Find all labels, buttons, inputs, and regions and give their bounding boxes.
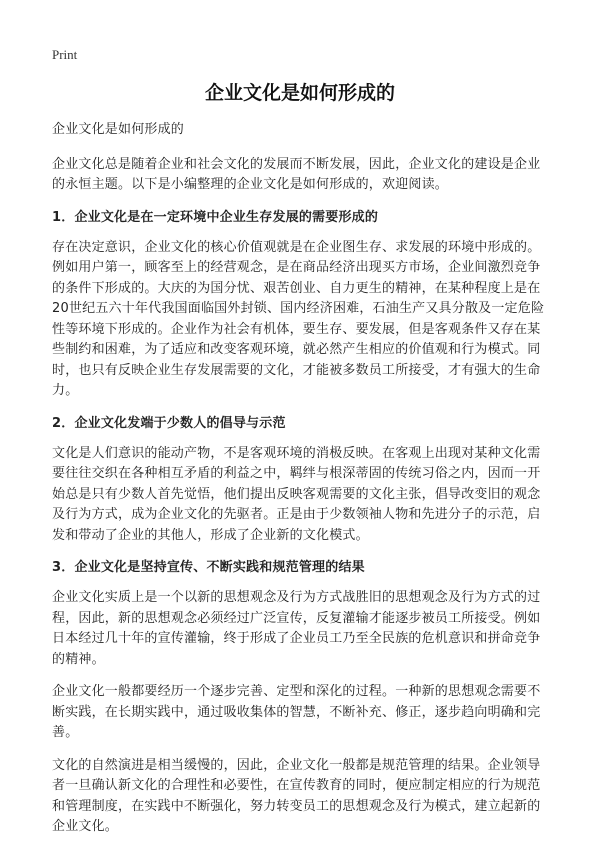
intro-paragraph: 企业文化总是随着企业和社会文化的发展而不断发展，因此，企业文化的建设是企业的永恒主题。以下是小编整理的企业文化是如何形成的，欢迎阅读。 xyxy=(52,156,541,192)
section-3-paragraph-1: 企业文化实质上是一个以新的思想观念及行为方式战胜旧的思想观念及行为方式的过程，因此，新的思想观念必须经过广泛宣传，反复灌输才能逐步被员工所接受。例如日本经过几十年的宣传灌输，终于形成了企业员工乃至全民族的危机意识和拼命竞争的精神。 xyxy=(52,590,541,667)
section-3-paragraph-2: 企业文化一般都要经历一个逐步完善、定型和深化的过程。一种新的思想观念需要不断实践，在长期实践中，通过吸收集体的智慧，不断补充、修正，逐步趋向明确和完善。 xyxy=(52,684,541,740)
section-3-paragraph-3: 文化的自然演进是相当缓慢的，因此，企业文化一般都是规范管理的结果。企业领导者一旦确认新文化的合理性和必要性，在宣传教育的同时，便应制定相应的行为规范和管理制度，在实践中不断强化，努力转变员工的思想观念及行为模式，建立起新的企业文化。 xyxy=(52,757,541,834)
section-1-paragraph-1: 存在决定意识，企业文化的核心价值观就是在企业图生存、求发展的环境中形成的。例如用户第一，顾客至上的经营观念，是在商品经济出现买方市场，企业间激烈竞争的条件下形成的。大庆的为国分忧、艰苦创业、自力更生的精神，在某种程度上是在20世纪五六十年代我国面临国外封锁、国内经济困难，石油生产又具分散及一定危险性等环境下形成的。企业作为社会有机体，要生存、要发展，但是客观条件又存在某些制约和困难，为了适应和改变客观环境，就必然产生相应的价值观和行为模式。同时，也只有反映企业生存发展需要的文化，才能被多数员工所接受，才有强大的生命力。 xyxy=(52,239,545,398)
section-heading-3: 3．企业文化是坚持宣传、不断实践和规范管理的结果 xyxy=(52,560,365,575)
article-body xyxy=(52,120,552,850)
print-link[interactable]: Print xyxy=(52,47,78,62)
article-subtitle: 企业文化是如何形成的 xyxy=(52,122,185,137)
section-heading-2: 2．企业文化发端于少数人的倡导与示范 xyxy=(52,415,286,431)
section-heading-1: 1．企业文化是在一定环境中企业生存发展的需要形成的 xyxy=(52,209,379,225)
page-title: 企业文化是如何形成的 xyxy=(204,82,395,104)
section-2-paragraph-1: 文化是人们意识的能动产物，不是客观环境的消极反映。在客观上出现对某种文化需要往往交织在各种相互矛盾的利益之中，羁绊与根深蒂固的传统习俗之内，因而一开始总是只有少数人首先觉悟，他们提出反映客观需要的文化主张，倡导改变旧的观念及行为方式，成为企业文化的先驱者。正是由于少数领袖人物和先进分子的示范，启发和带动了企业的其他人，形成了企业新的文化模式。 xyxy=(52,445,541,543)
